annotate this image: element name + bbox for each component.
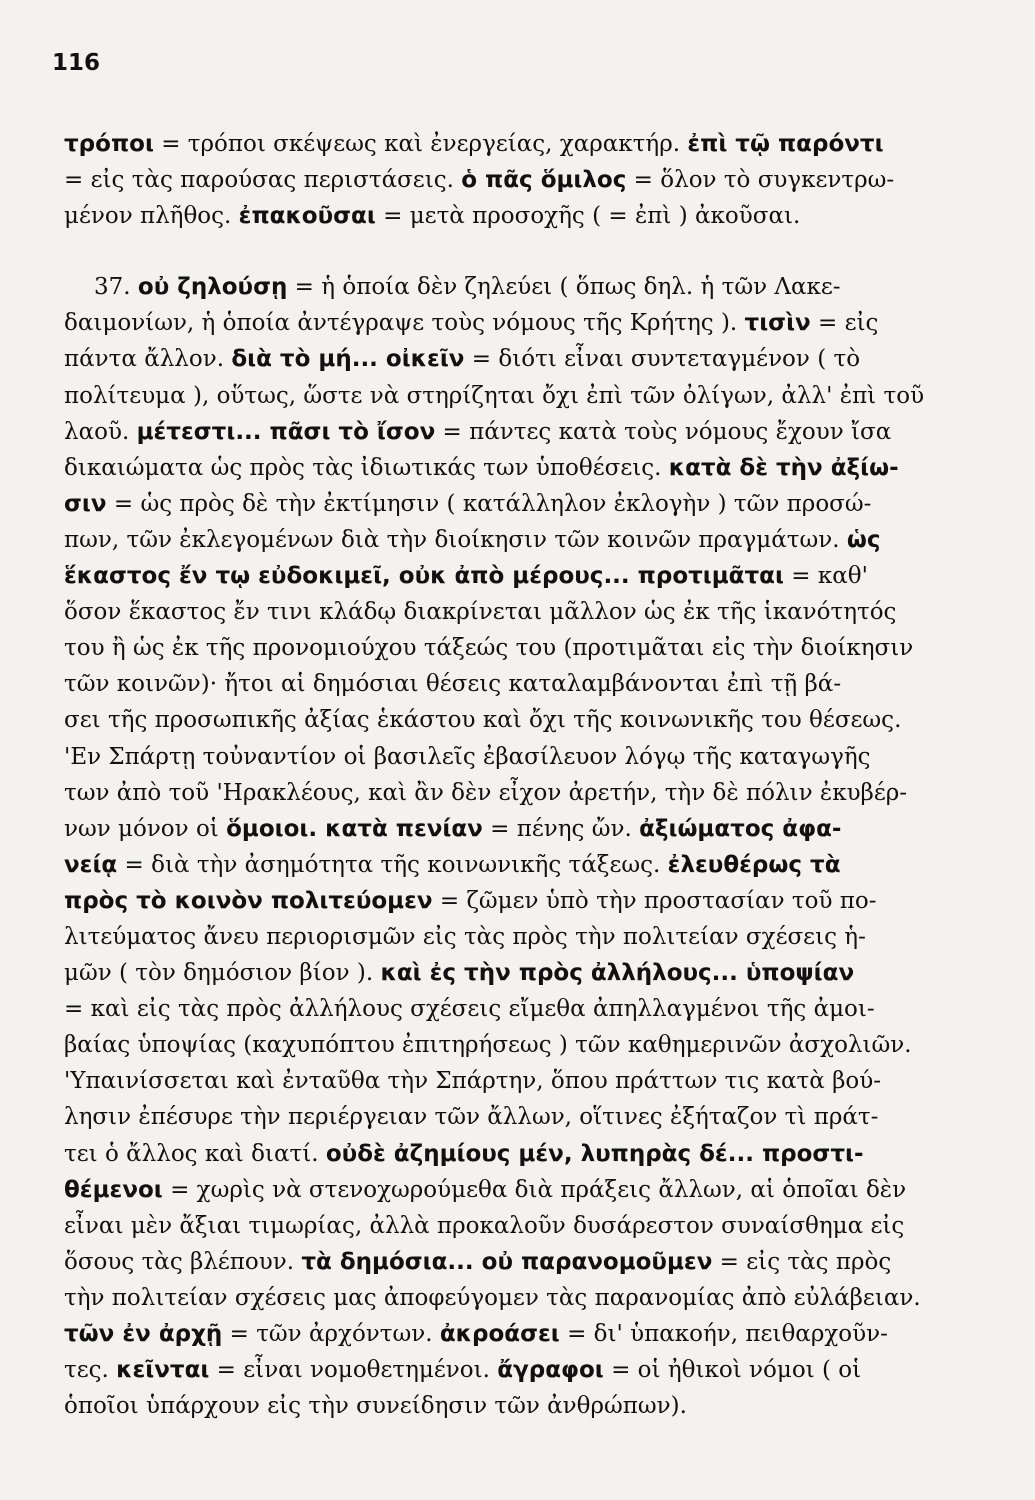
lemma-term: ἀξιώματος ἀφα-	[639, 815, 842, 842]
lemma-term: τὰ δημόσια... οὐ παρανομοῦμεν	[301, 1248, 713, 1275]
gloss-text: λαοῦ.	[64, 418, 137, 445]
lemma-term: ἀκροάσει	[439, 1321, 560, 1347]
text-line	[64, 1280, 964, 1316]
gloss-text: = τρόποι σκέψεως καὶ ἐνεργείας, χαρακτήρ.	[153, 131, 688, 157]
gloss-text: = καθ'	[783, 563, 868, 590]
gloss-text: = καὶ εἰς τὰς πρὸς ἀλλήλους σχέσεις εἴμεθα ἀπηλλαγμένοι τῆς ἀμοι-	[64, 996, 875, 1023]
text-line	[64, 1172, 964, 1208]
gloss-text: σει τῆς προσωπικῆς ἀξίας ἑκάστου καὶ ὄχι τῆς κοινωνικῆς του θέσεως.	[64, 707, 902, 734]
gloss-text: πολίτευμα ), οὕτως, ὥστε νὰ στηρίζηται ὄχι ἐπὶ τῶν ὀλίγων, ἀλλ' ἐπὶ τοῦ	[64, 382, 925, 409]
text-line	[64, 1208, 964, 1244]
text-line	[64, 378, 964, 414]
lemma-term: τισὶν	[744, 310, 811, 337]
text-line	[64, 594, 964, 630]
gloss-text: τῶν κοινῶν)· ἤτοι αἱ δημόσιαι θέσεις καταλαμβάνονται ἐπὶ τῇ βά-	[64, 671, 842, 698]
gloss-text: = πάντες κατὰ τοὺς νόμους ἔχουν ἴσα	[435, 418, 892, 445]
lemma-term: ἄγραφοι	[497, 1357, 604, 1384]
text-line	[64, 522, 964, 558]
gloss-text: 'Υπαινίσσεται καὶ ἐνταῦθα τὴν Σπάρτην, ὅπου πράττων τις κατὰ βού-	[64, 1068, 881, 1095]
lemma-term: οὐ ζηλούσῃ	[137, 274, 288, 301]
text-line	[64, 450, 964, 486]
gloss-text: 37.	[94, 274, 138, 301]
gloss-text: = εἰς τὰς παρούσας περιστάσεις.	[64, 167, 462, 194]
paragraph-gap	[64, 234, 964, 269]
gloss-text: 'Εν Σπάρτῃ τοὐναντίον οἱ βασιλεῖς ἐβασίλευον λόγῳ τῆς καταγωγῆς	[64, 743, 871, 770]
gloss-text: = ὡς πρὸς δὲ τὴν ἐκτίμησιν ( κατάλληλον ἐκλογὴν ) τῶν προσώ-	[106, 490, 872, 517]
text-line	[64, 1352, 964, 1388]
lemma-term: σιν	[64, 490, 107, 517]
lemma-term: τῶν ἐν ἀρχῇ	[64, 1321, 223, 1347]
lemma-term: μέτεστι... πᾶσι τὸ ἴσον	[136, 418, 436, 445]
gloss-text: = δι' ὑπακοήν, πειθαρχοῦν-	[559, 1321, 888, 1347]
text-line	[64, 1063, 964, 1099]
text-line	[64, 414, 964, 450]
gloss-text: = τῶν ἀρχόντων.	[222, 1321, 440, 1347]
gloss-text: = πένης ὤν.	[482, 815, 640, 842]
text-line	[64, 883, 964, 919]
text-line	[64, 847, 964, 883]
gloss-text: τει ὁ ἄλλος καὶ διατί.	[64, 1140, 326, 1167]
gloss-text: = μετὰ προσοχῆς ( = ἐπὶ ) ἀκοῦσαι.	[375, 203, 801, 230]
lemma-term: κατὰ δὲ τὴν ἀξίω-	[668, 454, 899, 481]
gloss-text: = εἶναι νομοθετημένοι.	[209, 1357, 498, 1384]
text-line	[64, 955, 964, 991]
text-line	[64, 702, 964, 738]
lemma-term: πρὸς τὸ κοινὸν πολιτεύομεν	[64, 887, 433, 914]
gloss-text: πων, τῶν ἐκλεγομένων διὰ τὴν διοίκησιν τῶν κοινῶν πραγμάτων.	[64, 526, 847, 553]
gloss-text: = διὰ τὴν ἀσημότητα τῆς κοινωνικῆς τάξεως.	[117, 851, 668, 878]
lemma-term: διὰ τὸ μή... οἰκεῖν	[231, 346, 465, 373]
gloss-text: των ἀπὸ τοῦ 'Ηρακλέους, καὶ ἂν δὲν εἶχον ἀρετήν, τὴν δὲ πόλιν ἐκυβέρ-	[64, 779, 908, 806]
gloss-text: ὅσον ἕκαστος ἔν τινι κλάδῳ διακρίνεται μᾶλλον ὡς ἐκ τῆς ἱκανότητός	[64, 599, 897, 626]
text-line	[64, 1316, 964, 1352]
page-number: 116	[52, 50, 101, 76]
lemma-term: ὅμοιοι. κατὰ πενίαν	[226, 815, 483, 842]
gloss-text: = χωρὶς νὰ στενοχωρούμεθα διὰ πράξεις ἄλλων, αἱ ὁποῖαι δὲν	[162, 1176, 907, 1203]
gloss-text: τες.	[64, 1357, 117, 1384]
gloss-text: νων μόνον οἱ	[64, 815, 227, 842]
gloss-text: = ἡ ὁποία δὲν ζηλεύει ( ὅπως δηλ. ἡ τῶν Λακε-	[287, 274, 841, 301]
text-line	[64, 1027, 964, 1063]
gloss-text: πάντα ἄλλον.	[64, 346, 232, 373]
gloss-text: του ἢ ὡς ἐκ τῆς προνομιούχου τάξεώς του (προτιμᾶται εἰς τὴν διοίκησιν	[64, 635, 914, 662]
lemma-term: κεῖνται	[116, 1357, 210, 1384]
text-line	[64, 775, 964, 811]
gloss-text: δικαιώματα ὡς πρὸς τὰς ἰδιωτικάς των ὑποθέσεις.	[64, 454, 669, 481]
lemma-term: ἐπακοῦσαι	[238, 203, 376, 230]
gloss-text: εἶναι μὲν ἄξιαι τιμωρίας, ἀλλὰ προκαλοῦν δυσάρεστον συναίσθημα εἰς	[64, 1212, 905, 1239]
text-line	[64, 1099, 964, 1135]
gloss-text: = ὅλον τὸ συγκεντρω-	[626, 167, 895, 194]
text-line	[64, 991, 964, 1027]
gloss-text: ὁποῖοι ὑπάρχουν εἰς τὴν συνείδησιν τῶν ἀνθρώπων).	[64, 1393, 687, 1420]
lemma-term: οὐδὲ ἀζημίους μέν, λυπηρὰς δέ... προστι-	[325, 1140, 864, 1167]
gloss-text: = ζῶμεν ὑπὸ τὴν προστασίαν τοῦ πο-	[432, 887, 877, 914]
text-line	[64, 126, 964, 162]
text-line	[64, 1388, 964, 1424]
text-line	[64, 666, 964, 702]
gloss-text: = εἰς τὰς πρὸς	[712, 1248, 892, 1275]
gloss-text: μένον πλῆθος.	[64, 203, 239, 230]
text-line	[64, 739, 964, 775]
text-line	[64, 630, 964, 666]
lemma-term: ὁ πᾶς ὅμιλος	[461, 167, 627, 194]
text-line	[64, 341, 964, 377]
lemma-term: καὶ ἐς τὴν πρὸς ἀλλήλους... ὑποψίαν	[380, 960, 855, 987]
commentary-text	[64, 126, 964, 1424]
gloss-text: = οἱ ἠθικοὶ νόμοι ( οἱ	[603, 1357, 862, 1384]
text-line	[64, 269, 964, 305]
lemma-term: νείᾳ	[64, 851, 118, 878]
lemma-term: θέμενοι	[64, 1176, 163, 1203]
gloss-text: λιτεύματος ἄνευ περιορισμῶν εἰς τὰς πρὸς τὴν πολιτείαν σχέσεις ἡ-	[64, 923, 866, 950]
text-line	[64, 305, 964, 341]
text-line	[64, 919, 964, 955]
text-line	[64, 1244, 964, 1280]
gloss-text: δαιμονίων, ἡ ὁποία ἀντέγραψε τοὺς νόμους τῆς Κρήτης ).	[64, 310, 745, 337]
gloss-text: = διότι εἶναι συντεταγμένον ( τὸ	[464, 346, 861, 373]
gloss-text: μῶν ( τὸν δημόσιον βίον ).	[64, 960, 381, 987]
lemma-term: ἐπὶ τῷ παρόντι	[687, 131, 884, 157]
gloss-text: βαίας ὑποψίας (καχυπόπτου ἐπιτηρήσεως ) τῶν καθημερινῶν ἀσχολιῶν.	[64, 1032, 912, 1059]
text-line	[64, 486, 964, 522]
text-line	[64, 558, 964, 594]
gloss-text: = εἰς	[810, 310, 879, 337]
text-line	[64, 811, 964, 847]
lemma-term: τρόποι	[64, 131, 154, 157]
gloss-text: τὴν πολιτείαν σχέσεις μας ἀποφεύγομεν τὰς παρανομίας ἀπὸ εὐλάβειαν.	[64, 1284, 921, 1311]
text-line	[64, 162, 964, 198]
gloss-text: ὅσους τὰς βλέπουν.	[64, 1248, 302, 1275]
lemma-term: ἕκαστος ἔν τῳ εὐδοκιμεῖ, οὐκ ἀπὸ μέρους... προτιμᾶται	[64, 563, 784, 590]
gloss-text: λησιν ἐπέσυρε τὴν περιέργειαν τῶν ἄλλων, οἵτινες ἐξήταζον τὶ πράτ-	[64, 1104, 879, 1131]
text-line	[64, 1136, 964, 1172]
text-line	[64, 198, 964, 234]
lemma-term: ὡς	[846, 526, 881, 553]
lemma-term: ἐλευθέρως τὰ	[667, 851, 841, 878]
